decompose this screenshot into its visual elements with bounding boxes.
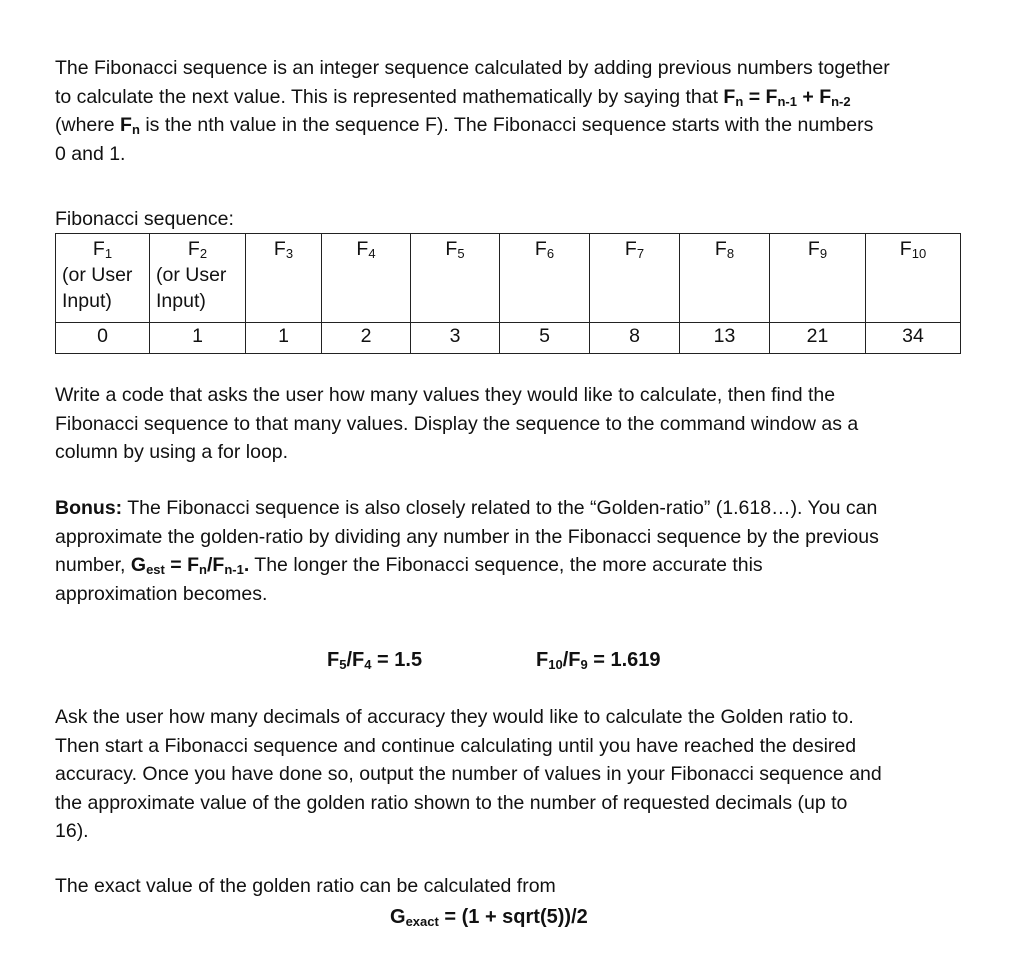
header-label: $F_9$ <box>807 238 828 261</box>
value-cell: 21 <box>770 323 866 354</box>
header-cell <box>150 234 246 323</box>
intro-paragraph <box>55 54 970 168</box>
bonus-line-1: Bonus: The Fibonacci sequence is also closely related to the “Golden-ratio” (1.618…). You can <box>55 497 878 519</box>
user-input-note: (or User Input) <box>62 264 133 312</box>
intro-line-1: The Fibonacci sequence is an integer sequence calculated by adding previous numbers together <box>55 57 890 79</box>
bonus-line-2: approximate the golden-ratio by dividing any number in the Fibonacci sequence by the previous <box>55 525 879 548</box>
intro-line-2: to calculate the next value. This is represented mathematically by saying that $F_n = F_{n-1} + F_{n-2}$ <box>55 85 851 109</box>
fibonacci-table <box>55 233 961 354</box>
value-cell: 0 <box>56 323 150 354</box>
header-cell <box>411 234 500 323</box>
header-label: $F_5$ <box>445 238 465 261</box>
value-cell: 1 <box>246 323 322 354</box>
task-line-1: Write a code that asks the user how many values they would like to calculate, then find the <box>55 384 836 406</box>
user-input-note: (or User Input) <box>156 264 227 312</box>
header-label: $F_3$ <box>273 238 294 261</box>
table-header-row <box>56 234 961 323</box>
value-cell: 5 <box>500 323 590 354</box>
header-label: $F_{10}$ <box>899 238 927 261</box>
intro-line-3: (where $F_n$ is the nth value in the sequence F). The Fibonacci sequence starts with the numbers <box>55 114 874 137</box>
accuracy-line-5: 16). <box>55 820 89 842</box>
header-label: $F_4$ <box>356 238 376 261</box>
accuracy-line-3: accuracy. Once you have done so, output the number of values in your Fibonacci sequence and <box>55 763 882 785</box>
header-cell <box>770 234 866 323</box>
bonus-line-3: number, $G_{est} = F_n/F_{n-1}$. The longer the Fibonacci sequence, the more accurate this <box>55 554 763 577</box>
ratio-f10-f9: $F_{10}/F_9 = 1.619$ <box>536 649 661 672</box>
header-label: $F_2$ <box>187 238 208 261</box>
value-cell: 13 <box>680 323 770 354</box>
value-cell: 34 <box>866 323 961 354</box>
task-line-2: Fibonacci sequence to that many values. Display the sequence to the command window as a <box>55 412 859 435</box>
exact-intro: The exact value of the golden ratio can be calculated from <box>55 875 556 897</box>
header-label: $F_1$ <box>92 238 113 261</box>
table-values-row <box>56 323 961 354</box>
table-caption: Fibonacci sequence: <box>55 208 234 230</box>
ratio-f5-f4: $F_5/F_4 = 1.5$ <box>327 649 423 672</box>
value-cell: 3 <box>411 323 500 354</box>
header-cell <box>500 234 590 323</box>
header-cell <box>866 234 961 323</box>
bonus-line-4: approximation becomes. <box>55 582 268 605</box>
intro-line-4: 0 and 1. <box>55 142 126 165</box>
accuracy-line-4: the approximate value of the golden ratio shown to the number of requested decimals (up to <box>55 791 848 814</box>
recurrence-formula: $F_n = F_{n-1} + F_{n-2}$ <box>723 85 851 109</box>
accuracy-line-1: Ask the user how many decimals of accuracy they would like to calculate the Golden ratio to. <box>55 706 854 728</box>
header-label: $F_6$ <box>534 238 555 261</box>
task-line-3: column by using a for loop. <box>55 441 289 463</box>
value-cell: 8 <box>590 323 680 354</box>
golden-estimate-formula: $G_{est} = F_n/F_{n-1}$. <box>130 554 250 577</box>
value-cell: 1 <box>150 323 246 354</box>
value-cell: 2 <box>322 323 411 354</box>
header-label: $F_8$ <box>714 238 735 261</box>
header-cell <box>322 234 411 323</box>
accuracy-line-2: Then start a Fibonacci sequence and continue calculating until you have reached the desired <box>55 734 857 757</box>
task-paragraph <box>55 381 970 467</box>
header-cell <box>590 234 680 323</box>
bonus-paragraph <box>55 494 970 608</box>
bonus-label: Bonus: <box>55 497 123 519</box>
header-cell <box>56 234 150 323</box>
accuracy-paragraph <box>55 703 970 846</box>
header-cell <box>680 234 770 323</box>
exact-golden-ratio-formula: $G_{exact} = (1$ + sqrt(5))/2 <box>390 906 588 929</box>
header-label: $F_7$ <box>624 238 645 261</box>
header-cell <box>246 234 322 323</box>
